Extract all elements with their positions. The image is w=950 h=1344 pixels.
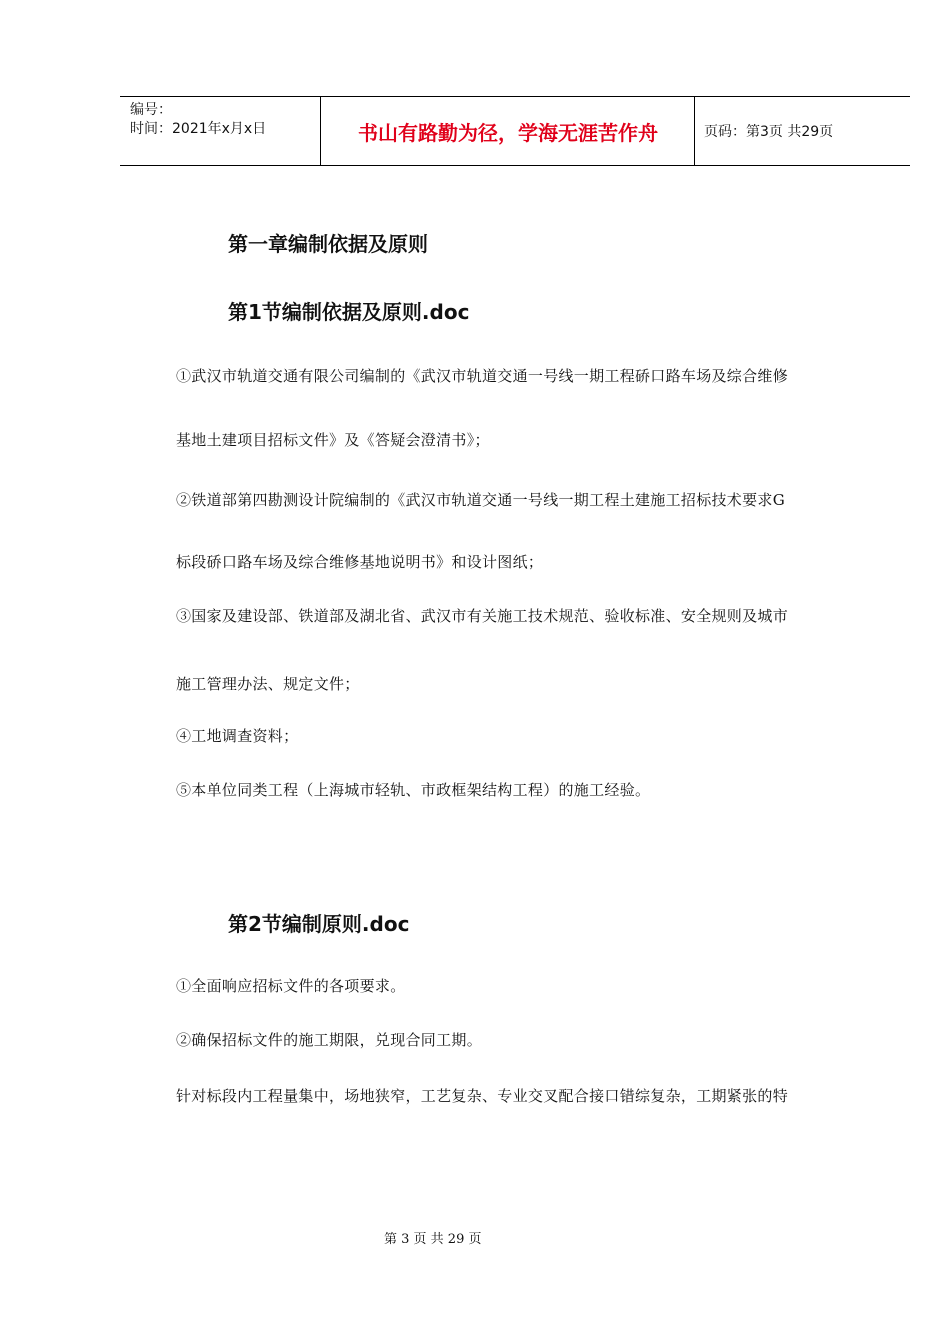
paragraph: 施工管理办法、规定文件； <box>176 675 360 693</box>
paragraph: ②确保招标文件的施工期限，兑现合同工期。 <box>176 1031 483 1049</box>
paragraph: ①全面响应招标文件的各项要求。 <box>176 977 406 995</box>
paragraph: ⑤本单位同类工程（上海城市轻轨、市政框架结构工程）的施工经验。 <box>176 781 651 799</box>
header-divider <box>320 97 321 165</box>
paragraph: ④工地调查资料； <box>176 727 299 745</box>
date-label: 时间：2021年x月x日 <box>130 121 267 137</box>
chapter-title: 第一章编制依据及原则 <box>228 232 428 256</box>
paragraph: 基地土建项目招标文件》及《答疑会澄清书》； <box>176 431 490 449</box>
header-motto: 书山有路勤为径，学海无涯苦作舟 <box>358 120 658 145</box>
page-footer: 第 3 页 共 29 页 <box>384 1232 482 1247</box>
paragraph: ③国家及建设部、铁道部及湖北省、武汉市有关施工技术规范、验收标准、安全规则及城市 <box>176 607 789 625</box>
section-2-title: 第2节编制原则.doc <box>228 912 410 936</box>
header-page-label: 页码：第3页 共29页 <box>704 124 834 140</box>
paragraph: 针对标段内工程量集中，场地狭窄，工艺复杂、专业交叉配合接口错综复杂，工期紧张的特 <box>176 1087 789 1105</box>
paragraph: 标段硚口路车场及综合维修基地说明书》和设计图纸； <box>176 553 544 571</box>
paragraph: ①武汉市轨道交通有限公司编制的《武汉市轨道交通一号线一期工程硚口路车场及综合维修 <box>176 367 789 385</box>
header-divider <box>694 97 695 165</box>
paragraph: ②铁道部第四勘测设计院编制的《武汉市轨道交通一号线一期工程土建施工招标技术要求G <box>176 491 785 509</box>
section-1-title: 第1节编制依据及原则.doc <box>228 300 470 324</box>
header-table <box>120 96 910 166</box>
number-label: 编号： <box>130 102 172 118</box>
header-left-cell <box>130 101 320 139</box>
